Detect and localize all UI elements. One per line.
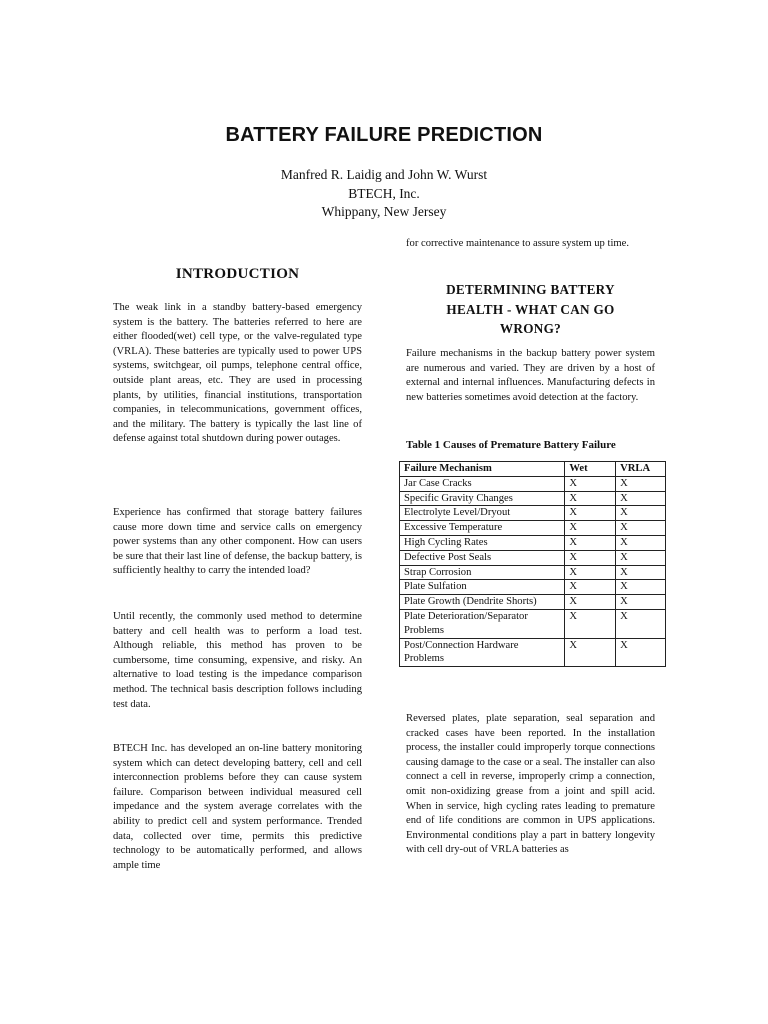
cell-wet: X — [565, 609, 616, 638]
cell-mechanism: Excessive Temperature — [400, 521, 565, 536]
cell-mechanism: Plate Growth (Dendrite Shorts) — [400, 595, 565, 610]
cell-wet: X — [565, 506, 616, 521]
cell-wet: X — [565, 476, 616, 491]
cell-vrla: X — [616, 491, 666, 506]
intro-paragraph-2: Experience has confirmed that storage battery failures cause more down time and service calls on emergency power systems than any other component. How can users be sure that their last line of defense, the backup battery, is sufficiently healthy to carry the intended load? — [113, 507, 362, 577]
failure-table — [399, 461, 666, 667]
header-mechanism: Failure Mechanism — [400, 462, 565, 477]
table-row — [400, 491, 666, 506]
intro-paragraph-4: BTECH Inc. has developed an on-line battery monitoring system which can detect developing battery, cell and cell interconnection problems before they can cause system failure. Comparison between individual measured cell impedance and the system average correlates with the ability to predict cell and system performance. Trended data, collected over time, permits this predictive technology to be automatically performed, and allows ample time — [113, 743, 362, 871]
table-row — [400, 565, 666, 580]
table-row — [400, 521, 666, 536]
cell-wet: X — [565, 535, 616, 550]
table-row — [400, 535, 666, 550]
cell-mechanism: Specific Gravity Changes — [400, 491, 565, 506]
determining-heading-line-1: DETERMINING BATTERY — [446, 282, 615, 297]
cell-wet: X — [565, 521, 616, 536]
author-names: Manfred R. Laidig and John W. Wurst — [280, 167, 488, 182]
determining-paragraph: Failure mechanisms in the backup battery power system are numerous and varied. They are driven by a host of external and internal influences. Manufacturing defects in new batteries sometimes avoid detection at the factory. — [406, 348, 655, 403]
table-row — [400, 476, 666, 491]
intro-paragraph-3: Until recently, the commonly used method to determine battery and cell health was to perform a load test. Although reliable, this method has proven to be cumbersome, time consuming, expensive, and risky. An alternative to load testing is the impedance comparison method. The technical basis description follows including test data. — [113, 611, 362, 710]
header-wet: Wet — [565, 462, 616, 477]
cell-wet: X — [565, 638, 616, 667]
cell-vrla: X — [616, 521, 666, 536]
cell-wet: X — [565, 565, 616, 580]
cell-mechanism: Strap Corrosion — [400, 565, 565, 580]
table-row — [400, 638, 666, 667]
cell-vrla: X — [616, 638, 666, 667]
author-block — [0, 166, 768, 222]
table-row — [400, 580, 666, 595]
cell-wet: X — [565, 580, 616, 595]
intro-continuation: for corrective maintenance to assure system up time. — [406, 238, 629, 249]
table-row — [400, 609, 666, 638]
cell-mechanism: Post/Connection Hardware Problems — [400, 638, 565, 667]
determining-heading — [406, 280, 655, 339]
cell-mechanism: High Cycling Rates — [400, 535, 565, 550]
header-vrla: VRLA — [616, 462, 666, 477]
author-company: BTECH, Inc. — [348, 185, 420, 201]
cell-vrla: X — [616, 609, 666, 638]
determining-heading-line-2: HEALTH - WHAT CAN GO — [446, 301, 615, 317]
cell-mechanism: Jar Case Cracks — [400, 476, 565, 491]
cell-mechanism: Defective Post Seals — [400, 550, 565, 565]
table-caption: Table 1 Causes of Premature Battery Failure — [406, 439, 616, 451]
cell-mechanism: Electrolyte Level/Dryout — [400, 506, 565, 521]
table-row — [400, 550, 666, 565]
cell-vrla: X — [616, 565, 666, 580]
cell-vrla: X — [616, 550, 666, 565]
table-row — [400, 506, 666, 521]
cell-vrla: X — [616, 476, 666, 491]
cell-wet: X — [565, 550, 616, 565]
cell-vrla: X — [616, 580, 666, 595]
failure-table-body — [400, 476, 666, 666]
paper-title: BATTERY FAILURE PREDICTION — [225, 124, 543, 146]
table-header-row — [400, 462, 666, 477]
cell-wet: X — [565, 595, 616, 610]
cell-vrla: X — [616, 595, 666, 610]
cell-mechanism: Plate Sulfation — [400, 580, 565, 595]
table-row — [400, 595, 666, 610]
determining-paragraph-2: Reversed plates, plate separation, seal separation and cracked cases have been reported. In the installation process, the installer could improperly torque connections causing damage to the case or a seal. The installer can also connect a cell in reverse, improperly crimp a connection, omit non-oxidizing grease from a joint and spill acid. When in service, high cycling rates leading to premature end of life conditions are common in UPS applications. Environmental conditions play a part in battery longevity with cell dry-out of VRLA batteries as — [406, 713, 655, 856]
intro-paragraph-1: The weak link in a standby battery-based emergency system is the battery. The batteries referred to here are either flooded(wet) cell type, or the valve-regulated type (VRLA). These batteries are typically used to power UPS systems, switchgear, oil pumps, telephone central office, outside plant areas, etc. They are used in processing plants, by utilities, financial institutions, transportation companies, in telecommunications, government offices, and the military. The battery is typically the last line of defense against total shutdown during power outages. — [113, 302, 362, 445]
author-location: Whippany, New Jersey — [321, 204, 447, 219]
cell-vrla: X — [616, 535, 666, 550]
cell-vrla: X — [616, 506, 666, 521]
cell-wet: X — [565, 491, 616, 506]
determining-heading-line-3: WRONG? — [499, 321, 562, 336]
introduction-heading: INTRODUCTION — [175, 266, 300, 282]
cell-mechanism: Plate Deterioration/Separator Problems — [400, 609, 565, 638]
